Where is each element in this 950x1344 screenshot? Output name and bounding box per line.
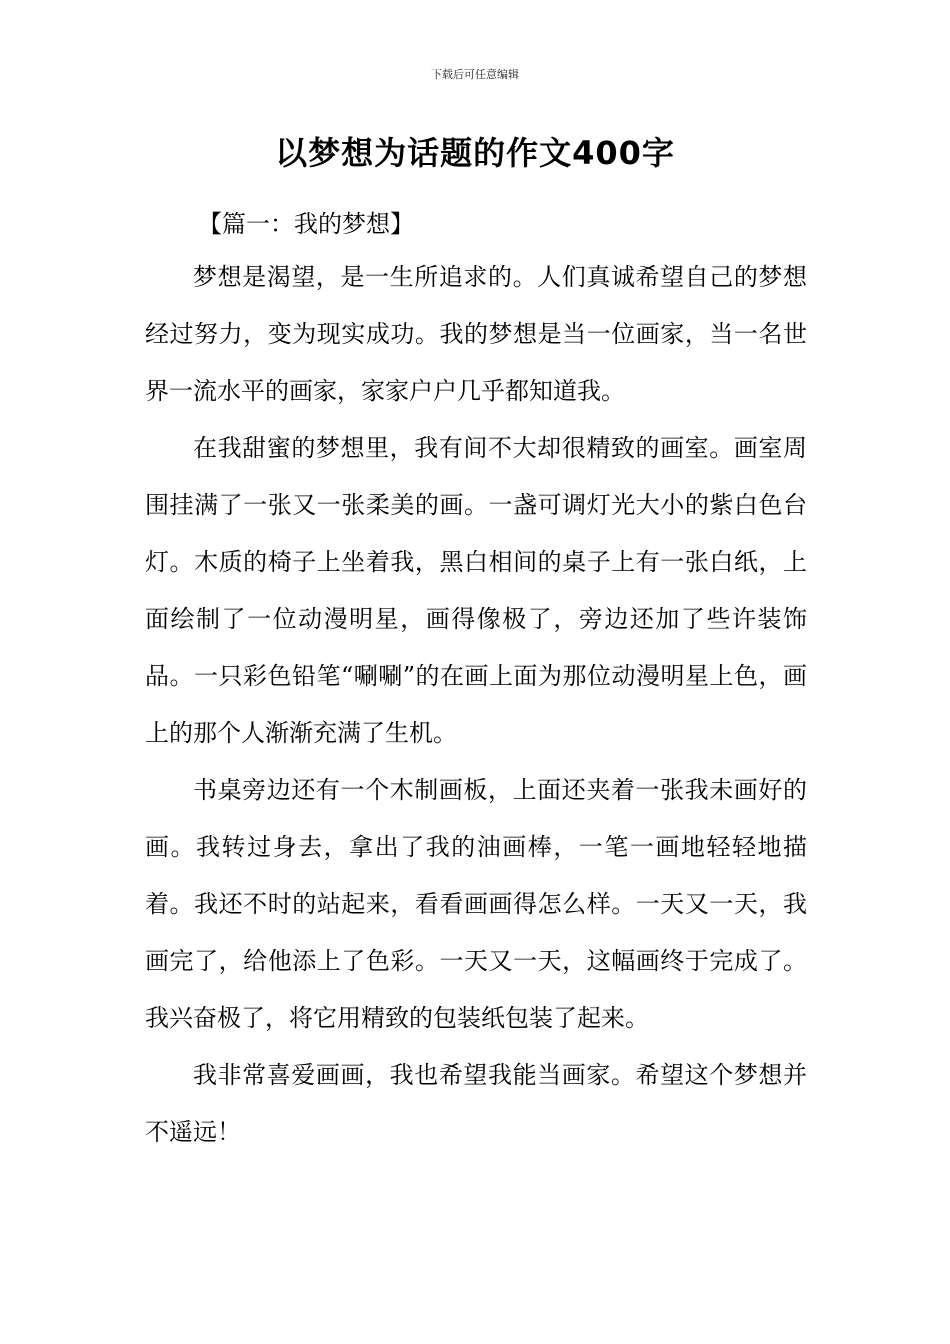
header-note: 下载后可任意编辑 (431, 68, 519, 81)
paragraph: 梦想是渴望，是一生所追求的。人们真诚希望自己的梦想经过努力，变为现实成功。我的梦想是当一位画家，当一名世界一流水平的画家，家家户户几乎都知道我。 (145, 263, 807, 405)
document-title: 以梦想为话题的作文400字 (275, 134, 675, 172)
paragraph: 我非常喜爱画画，我也希望我能当画家。希望这个梦想并不遥远！ (145, 1061, 807, 1146)
document-body (145, 199, 807, 1161)
paragraph: 书桌旁边还有一个木制画板，上面还夹着一张我未画好的画。我转过身去，拿出了我的油画棒，一笔一画地轻轻地描着。我还不时的站起来，看看画画得怎么样。一天又一天，我画完了，给他添上了色彩。一天又一天，这幅画终于完成了。我兴奋极了，将它用精致的包装纸包装了起来。 (145, 776, 807, 1032)
paragraph: 在我甜蜜的梦想里，我有间不大却很精致的画室。画室周围挂满了一张又一张柔美的画。一盏可调灯光大小的紫白色台灯。木质的椅子上坐着我，黑白相间的桌子上有一张白纸，上面绘制了一位动漫明星，画得像极了，旁边还加了些许装饰品。一只彩色铅笔“唰唰”的在画上面为那位动漫明星上色，画上的那个人渐渐充满了生机。 (145, 434, 807, 747)
section-heading: 【篇一：我的梦想】 (198, 210, 414, 238)
